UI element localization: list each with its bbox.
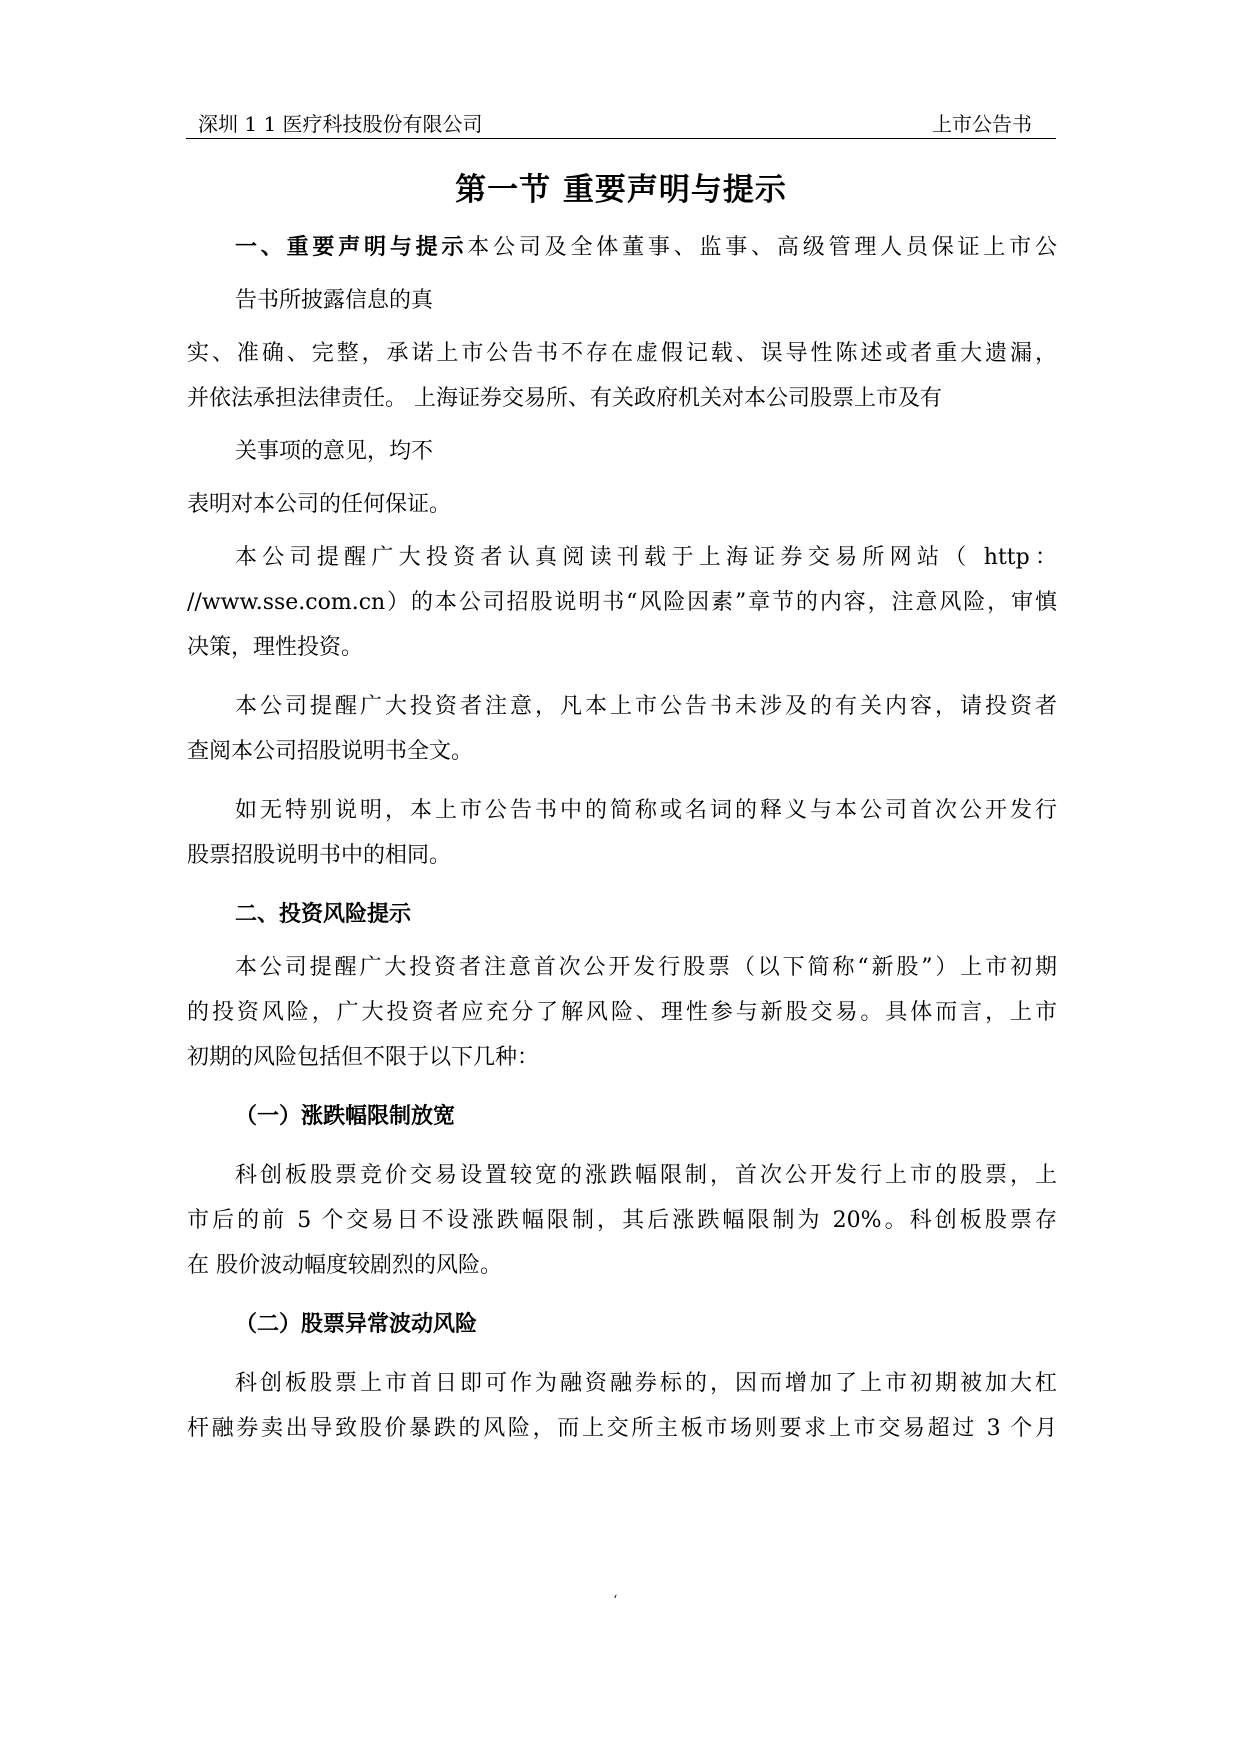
subsection-2-1-line-1: 科创板股票竞价交易设置较宽的涨跌幅限制，首次公开发行上市的股票，上 — [235, 1163, 1057, 1188]
subsection-2-2-heading: （二）股票异常波动风险 — [235, 1311, 478, 1337]
page-header — [186, 100, 1056, 139]
section-1-line-1 — [187, 225, 1057, 270]
section-2-line-1: 本公司提醒广大投资者注意首次公开发行股票（以下简称“新股”）上市初期 — [235, 955, 1057, 980]
section-2-line-3: 初期的风险包括但不限于以下几种： — [187, 1045, 540, 1070]
paragraph-4-line-2: 股票招股说明书中的相同。 — [187, 843, 452, 868]
section-1-line-3: 实、准确、完整，承诺上市公告书不存在虚假记载、误导性陈述或者重大遗漏， — [187, 341, 1057, 366]
paragraph-3-line-1: 本公司提醒广大投资者注意，凡本上市公告书未涉及的有关内容，请投资者 — [235, 694, 1057, 719]
header-document-type: 上市公告书 — [932, 112, 1032, 136]
section-1-text-1: 本公司及全体董事、监事、高级管理人员保证上市公 — [467, 235, 1057, 260]
document-body — [187, 225, 1057, 1451]
section-2-line-2: 的投资风险，广大投资者应充分了解风险、理性参与新股交易。具体而言，上市 — [187, 1000, 1057, 1025]
page-footer-mark: ‘ — [613, 1593, 618, 1609]
section-1-heading: 一、重要声明与提示 — [235, 234, 468, 260]
section-1-line-2: 告书所披露信息的真 — [235, 288, 434, 313]
paragraph-4-line-1: 如无特别说明，本上市公告书中的简称或名词的释义与本公司首次公开发行 — [235, 798, 1057, 823]
paragraph-3-line-2: 查阅本公司招股说明书全文。 — [187, 739, 474, 764]
subsection-2-1-line-3: 在 股价波动幅度较剧烈的风险。 — [187, 1253, 502, 1278]
subsection-2-1-line-2: 市后的前 5 个交易日不设涨跌幅限制，其后涨跌幅限制为 20%。科创板股票存 — [187, 1208, 1057, 1233]
header-company-name: 深圳 1 1 医疗科技股份有限公司 — [198, 112, 483, 136]
paragraph-2-line-1: 本公司提醒广大投资者认真阅读刊载于上海证券交易所网站（ http： — [235, 545, 1057, 570]
subsection-2-2-line-2: 杆融券卖出导致股价暴跌的风险，而上交所主板市场则要求上市交易超过 3 个月 — [187, 1416, 1057, 1441]
subsection-2-1-heading: （一）涨跌幅限制放宽 — [235, 1103, 456, 1129]
section-1-line-5: 关事项的意见，均不 — [235, 439, 434, 464]
section-1-line-6: 表明对本公司的任何保证。 — [187, 492, 452, 517]
section-1-line-4: 并依法承担法律责任。 上海证券交易所、有关政府机关对本公司股票上市及有 — [187, 386, 942, 411]
paragraph-2-line-2: //www.sse.com.cn）的本公司招股说明书“风险因素”章节的内容，注意风险，审慎 — [187, 590, 1057, 615]
page-title: 第一节 重要声明与提示 — [455, 172, 787, 208]
section-2-heading: 二、投资风险提示 — [235, 901, 412, 927]
paragraph-2-line-3: 决策，理性投资。 — [187, 635, 364, 660]
subsection-2-2-line-1: 科创板股票上市首日即可作为融资融券标的，因而增加了上市初期被加大杠 — [235, 1371, 1057, 1396]
